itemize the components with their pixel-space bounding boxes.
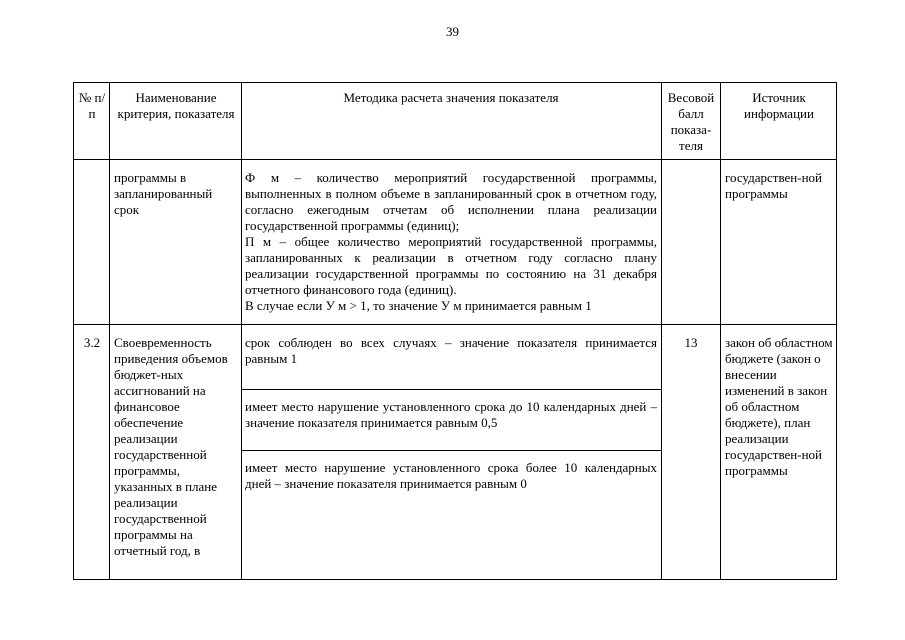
criterion-text: имеет место нарушение установленного срока более 10 календарных дней – значение показателя принимается равным 0 [245,460,657,491]
col-divider [661,83,662,579]
criterion-3 [245,460,657,492]
page-number: 39 [446,24,459,39]
method-paragraph: В случае если У м > 1, то значение У м принимается равным 1 [245,298,592,313]
prev-row-method [245,170,657,314]
criterion-text: срок соблюден во всех случаях – значение показателя принимается равным 1 [245,335,657,366]
col-divider [720,83,721,579]
header-source: Источник информации [744,90,814,121]
criterion-text: имеет место нарушение установленного срока до 10 календарных дней – значение показателя принимается равным 0,5 [245,399,657,430]
criteria-table [73,82,837,580]
row-number: 3.2 [83,335,101,350]
col-divider [109,83,110,579]
header-name: Наименование критерия, показателя [117,90,235,121]
row-divider [74,324,836,325]
row-divider [74,159,836,160]
criterion-2 [245,399,657,431]
method-paragraph: Ф м – количество мероприятий государственной программы, выполненных в полном объеме в запланированный срок в отчетном году, согласно ежегодным отчетам об исполнении плана реализации государственной программы (единиц); [245,170,657,233]
sub-row-divider [241,389,661,390]
prev-row-name: программы в запланированный срок [114,170,213,217]
prev-row-source: государствен-ной программы [725,170,822,201]
row-weight: 13 [684,335,698,350]
row-name: Своевременность приведения объемов бюджет-ных ассигнований на финансовое обеспечение реализации государственной программы, указанных в плане реализации государственной программы на отчетный год, в [114,335,228,558]
header-num: № п/п [78,90,106,121]
sub-row-divider [241,450,661,451]
header-method: Методика расчета значения показателя [343,90,559,105]
header-weight: Весовой балл показа-теля [667,90,715,153]
method-paragraph: П м – общее количество мероприятий государственной программы, запланированных к реализации в отчетном году согласно плану реализации государственной программы по состоянию на 31 декабря отчетного финансового года (единиц). [245,234,657,297]
criterion-1 [245,335,657,367]
row-source: закон об областном бюджете (закон о внесении изменений в закон об областном бюджете), план реализации государствен-ной программы [725,335,833,478]
col-divider [241,83,242,579]
